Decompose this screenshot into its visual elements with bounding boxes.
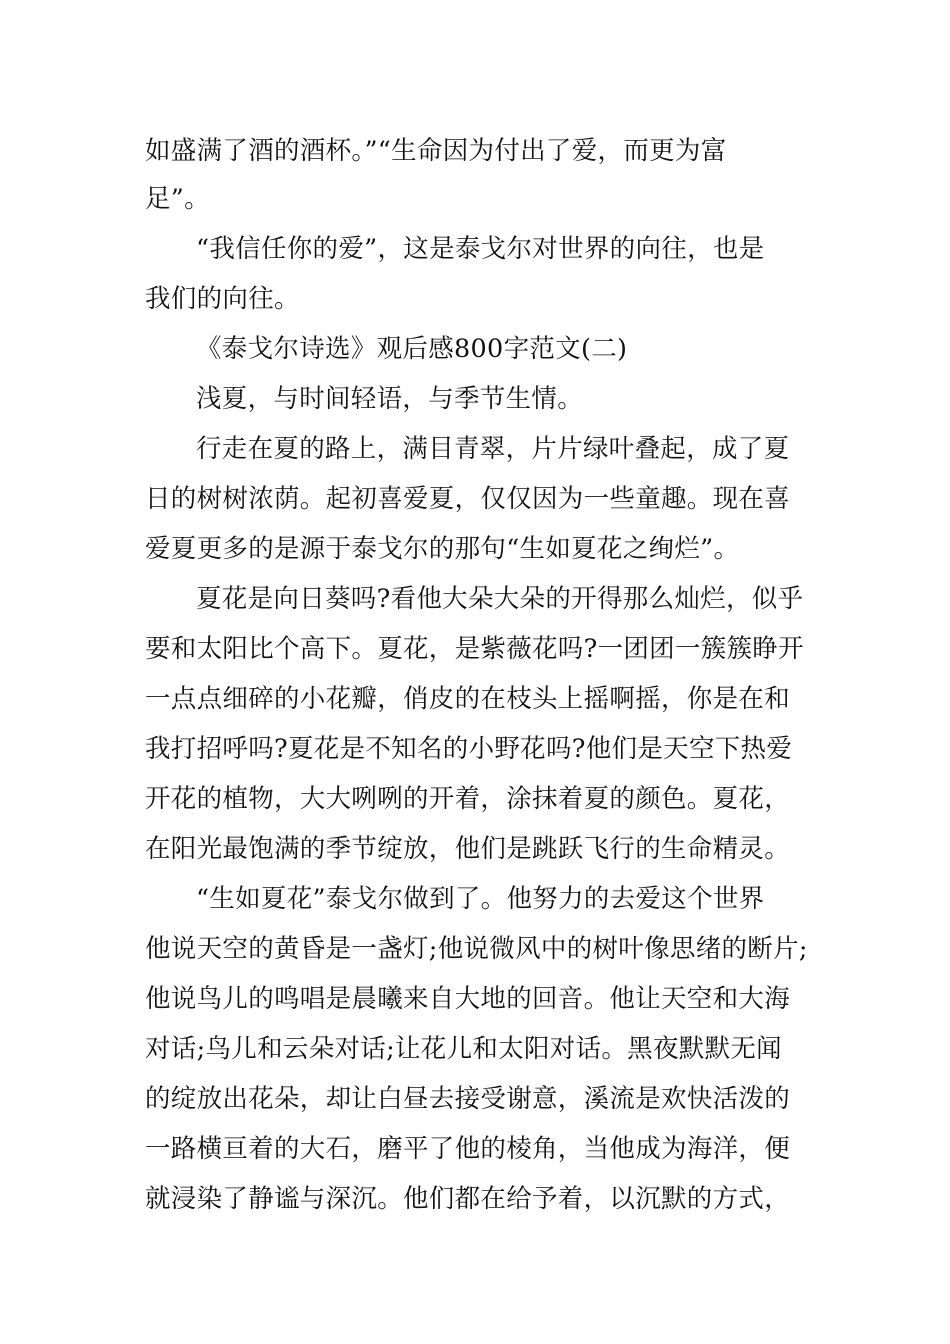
text-line: 他说天空的黄昏是一盏灯;他说微风中的树叶像思绪的断片; — [145, 934, 808, 964]
text-line: 的绽放出花朵，却让白昼去接受谢意，溪流是欢快活泼的 — [145, 1084, 791, 1114]
text-line: “我信任你的爱”，这是泰戈尔对世界的向往，也是 — [196, 234, 765, 264]
text-line: 一路横亘着的大石，磨平了他的棱角，当他成为海洋，便 — [145, 1134, 791, 1164]
text-line: “生如夏花”泰戈尔做到了。他努力的去爱这个世界 — [196, 884, 765, 914]
text-line: 要和太阳比个高下。夏花，是紫薇花吗?一团团一簇簇睁开 — [145, 634, 804, 664]
text-line: 对话;鸟儿和云朵对话;让花儿和太阳对话。黑夜默默无闻 — [145, 1034, 782, 1064]
text-line: 一点点细碎的小花瓣，俏皮的在枝头上摇啊摇，你是在和 — [145, 684, 791, 714]
text-line: 行走在夏的路上，满目青翠，片片绿叶叠起，成了夏 — [196, 434, 790, 464]
text-line: 就浸染了静谧与深沉。他们都在给予着，以沉默的方式， — [145, 1184, 791, 1214]
text-line: 他说鸟儿的鸣唱是晨曦来自大地的回音。他让天空和大海 — [145, 984, 791, 1014]
section-heading: 《泰戈尔诗选》观后感800字范文(二) — [196, 334, 628, 364]
text-line: 如盛满了酒的酒杯。”“生命因为付出了爱，而更为富 — [145, 136, 727, 166]
text-line: 浅夏，与时间轻语，与季节生情。 — [196, 384, 584, 414]
text-line: 夏花是向日葵吗?看他大朵大朵的开得那么灿烂，似乎 — [196, 584, 804, 614]
text-line: 我打招呼吗?夏花是不知名的小野花吗?他们是天空下热爱 — [145, 734, 793, 764]
text-line: 在阳光最饱满的季节绽放，他们是跳跃飞行的生命精灵。 — [145, 834, 791, 864]
text-line: 足”。 — [145, 184, 210, 214]
text-line: 爱夏更多的是源于泰戈尔的那句“生如夏花之绚烂”。 — [145, 534, 740, 564]
text-line: 日的树树浓荫。起初喜爱夏，仅仅因为一些童趣。现在喜 — [145, 484, 791, 514]
text-line: 开花的植物，大大咧咧的开着，涂抹着夏的颜色。夏花， — [145, 784, 791, 814]
text-line: 我们的向往。 — [145, 284, 300, 314]
